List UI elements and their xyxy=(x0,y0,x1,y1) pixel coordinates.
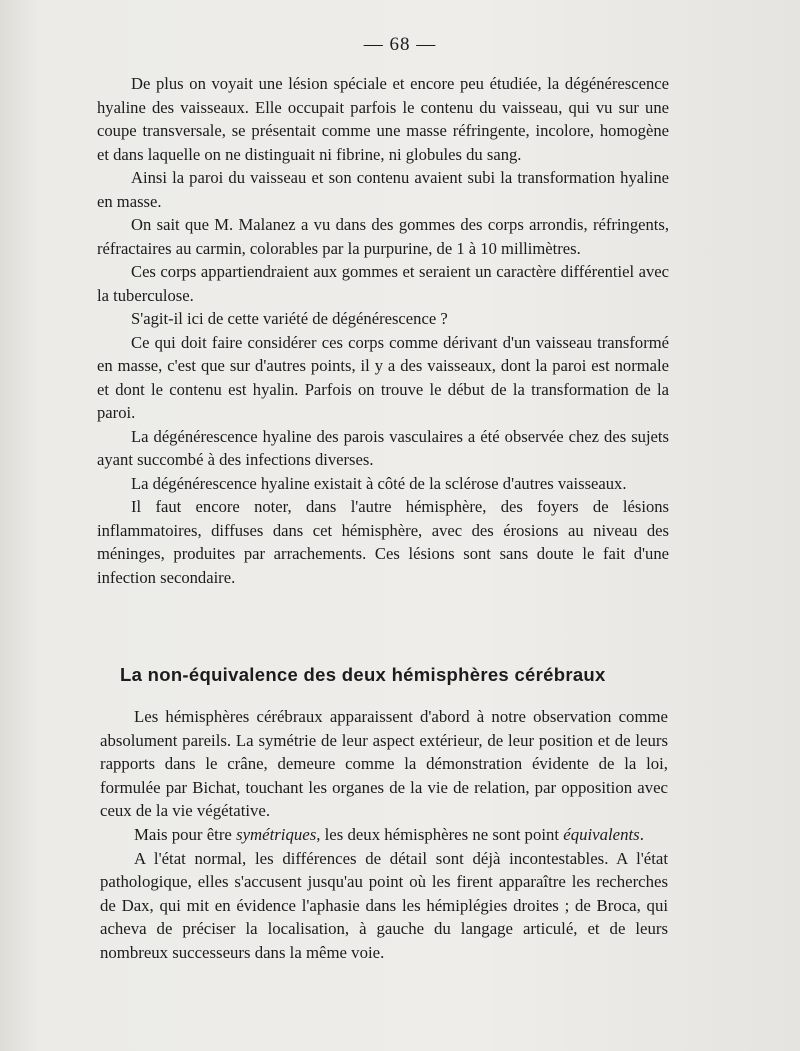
paragraph: A l'état normal, les différences de détail sont déjà incontestables. A l'état pathologique, elles s'accusent jusqu'au point où les firent apparaître les recherches de Dax, qui mit en évidence l'aphasie dans les hémiplégies droites ; de Broca, qui acheva de préciser la localisation, à gauche du langage articulé, et de leurs nombreux successeurs dans la même voie. xyxy=(100,848,668,962)
paragraph: S'agit-il ici de cette variété de dégénérescence ? xyxy=(131,309,448,328)
italic-term: symétriques xyxy=(236,824,317,844)
paragraph: La dégénérescence hyaline existait à côté de la sclérose d'autres vaisseaux. xyxy=(131,473,627,493)
text-run: Mais pour être xyxy=(134,824,237,844)
body-text-bottom xyxy=(100,705,668,965)
paragraph: Ces corps appartiendraient aux gommes et seraient un caractère différentiel avec la tuberculose. xyxy=(97,262,669,305)
italic-term: équivalents xyxy=(563,824,640,844)
paragraph: Ainsi la paroi du vaisseau et son contenu avaient subi la transformation hyaline en masse. xyxy=(97,168,669,211)
body-text-top xyxy=(97,72,669,589)
text-run: , les deux hémisphères ne sont point xyxy=(316,824,564,844)
paragraph: Il faut encore noter, dans l'autre hémisphère, des foyers de lésions inflammatoires, diffuses dans cet hémisphère, avec des érosions au niveau des méninges, produites par arrachements. Ces lésions sont sans doute le fait d'une infection secondaire. xyxy=(97,497,669,587)
paragraph: La dégénérescence hyaline des parois vasculaires a été observée chez des sujets ayant succombé à des infections diverses. xyxy=(97,426,669,469)
paragraph: Ce qui doit faire considérer ces corps comme dérivant d'un vaisseau transformé en masse, c'est que sur d'autres points, il y a des vaisseaux, dont la paroi est normale et dont le contenu est hyalin. Parfois on trouve le début de la transformation de la paroi. xyxy=(97,332,669,422)
paragraph: On sait que M. Malanez a vu dans des gommes des corps arrondis, réfringents, réfractaires au carmin, colorables par la purpurine, de 1 à 10 millimètres. xyxy=(97,215,669,258)
text-run: . xyxy=(639,824,644,844)
section-heading: La non-équivalence des deux hémisphères cérébraux xyxy=(120,664,606,685)
page-number: — 68 — xyxy=(363,34,437,55)
paragraph: Les hémisphères cérébraux apparaissent d'abord à notre observation comme absolument pareils. La symétrie de leur aspect extérieur, de leur position et de leurs rapports dans le crâne, demeure comme la démonstration évidente de la loi, formulée par Bichat, touchant les organes de la vie de relation, par opposition avec ceux de la vie végétative. xyxy=(100,707,668,821)
paragraph: De plus on voyait une lésion spéciale et encore peu étudiée, la dégénérescence hyaline des vaisseaux. Elle occupait parfois le contenu du vaisseau, qui vu sur une coupe transversale, se présentait comme une masse réfringente, incolore, homogène et dans laquelle on ne distinguait ni fibrine, ni globules du sang. xyxy=(97,74,669,164)
paragraph xyxy=(100,823,668,847)
